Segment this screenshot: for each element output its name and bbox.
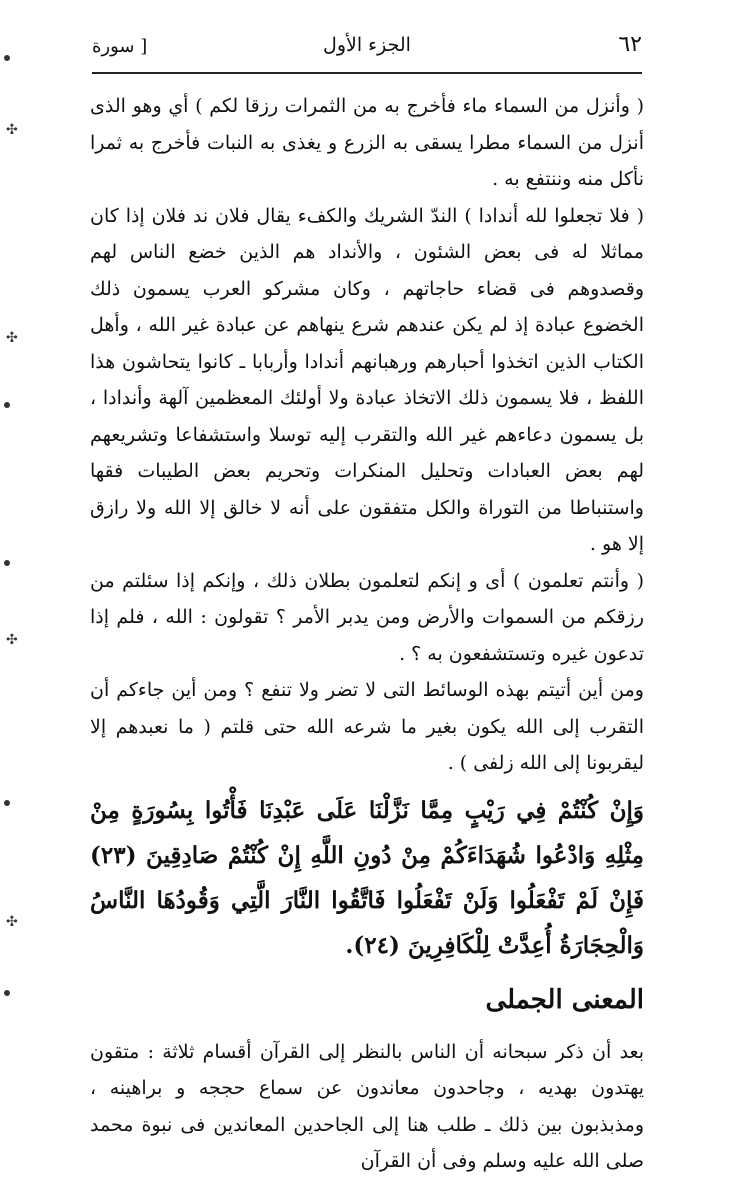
margin-ornament-icon: ✣ bbox=[6, 122, 18, 138]
section-title: المعنى الجملى bbox=[485, 984, 644, 1015]
margin-ornament-icon: ✣ bbox=[6, 914, 18, 930]
margin-ornament-icon: ✣ bbox=[6, 330, 18, 346]
margin-speck bbox=[4, 560, 10, 566]
page-header bbox=[92, 30, 642, 66]
part-title: الجزء الأول bbox=[323, 34, 411, 56]
header-rule bbox=[92, 72, 642, 74]
paragraph: ( وأنتم تعلمون ) أى و إنكم لتعلمون بطلان ذلك ، وإنكم إذا سئلتم من رزقكم من السموات والأرض ومن يدبر الأمر ؟ تقولون : الله ، فلم إذا تدعون غيره وتستشفعون به ؟ . bbox=[90, 569, 644, 665]
quran-verse: وَإِنْ كُنْتُمْ فِي رَيْبٍ مِمَّا نَزَّلْنَا عَلَى عَبْدِنَا فَأْتُوا بِسُورَةٍ مِنْ مِثْلِهِ وَادْعُوا شُهَدَاءَكُمْ مِنْ دُونِ اللَّهِ إِنْ كُنْتُمْ صَادِقِينَ (٢٣) فَإِنْ لَمْ تَفْعَلُوا وَلَنْ تَفْعَلُوا فَاتَّقُوا النَّارَ الَّتِي وَقُودُهَا النَّاسُ وَالْحِجَارَةُ أُعِدَّتْ لِلْكَافِرِينَ (٢٤). bbox=[90, 796, 644, 959]
surah-label: [ سورة bbox=[92, 36, 148, 57]
paragraph: ( وأنزل من السماء ماء فأخرج به من الثمرات رزقا لكم ) أي وهو الذى أنزل من السماء مطرا يسقى به الزرع و يغذى به النبات فأخرج به ثمرا نأكل منه وننتفع به . bbox=[90, 95, 644, 190]
paragraph: بعد أن ذكر سبحانه أن الناس بالنظر إلى القرآن أقسام ثلاثة : متقون يهتدون بهديه ، وجاحدون معاندون عن سماع حججه و براهينه ، ومذبذبون بين ذلك ـ طلب هنا إلى الجاحدين المعاندين فى نبوة محمد صلى الله عليه وسلم وفى أن القرآن bbox=[90, 1040, 644, 1172]
paragraph: ومن أين أتيتم بهذه الوسائط التى لا تضر ولا تنفع ؟ ومن أين جاءكم أن التقرب إلى الله يكون بغير ما شرعه الله حتى قلتم ( ما نعبدهم إلا ليقربونا إلى الله زلفى ) . bbox=[90, 679, 644, 774]
margin-speck bbox=[4, 402, 10, 408]
margin-ornament-icon: ✣ bbox=[6, 632, 18, 648]
margin-speck bbox=[4, 800, 10, 806]
paragraph: ( فلا تجعلوا لله أندادا ) الندّ الشريك والكفء يقال فلان ند فلان إذا كان مماثلا له فى بعض الشئون ، والأنداد هم الذين خضع الناس لهم وقصدوهم فى قضاء حاجاتهم ، وكان مشركو العرب يسمون ذلك الخضوع عبادة إذ لم يكن عندهم شرع ينهاهم عن عبادة غير الله ، وأهل الكتاب الذين اتخذوا أحبارهم ورهبانهم أندادا وأربابا ـ كانوا يتحاشون هذا اللفظ ، فلا يسمون ذلك الاتخاذ عبادة ولا أولئك المعظمين آلهة وأندادا ، بل يسمون دعاءهم غير الله والتقرب إليه توسلا واستشفاعا وتشريعهم لهم بعض العبادات وتحليل المنكرات وتحريم بعض الطيبات فقها واستنباطا من التوراة والكل متفقون على أنه لا خالق إلا الله ولا رازق إلا هو . bbox=[90, 204, 644, 555]
margin-speck bbox=[4, 55, 10, 61]
margin-speck bbox=[4, 990, 10, 996]
page-number: ٦٢ bbox=[618, 32, 642, 57]
main-text bbox=[90, 88, 644, 1180]
